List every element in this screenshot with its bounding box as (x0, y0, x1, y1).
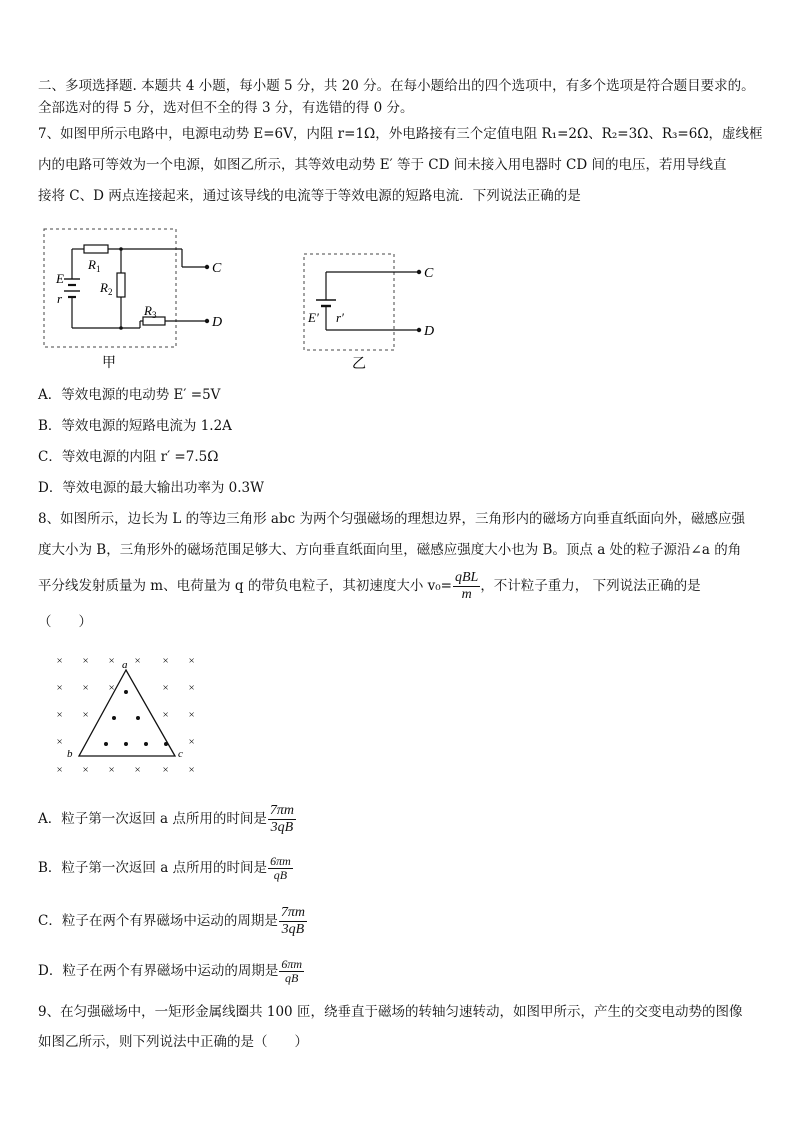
label-e: E (56, 271, 64, 286)
field-into-page-mark: × (108, 655, 115, 667)
field-into-page-mark: × (134, 655, 141, 667)
q8-option-c: C．粒子在两个有界磁场中运动的周期是 $\frac{7\pi m}{3qB}$ (38, 905, 305, 937)
vertex-b-label: b (67, 748, 73, 760)
field-into-page-mark: × (56, 655, 63, 667)
field-into-page-mark: × (56, 709, 63, 721)
field-into-page-mark: × (82, 682, 89, 694)
field-into-page-mark: × (108, 764, 115, 776)
label-d-equivalent: D (424, 324, 435, 339)
section-title-line-2: 全部选对的得 5 分，选对但不全的得 3 分，有选错的得 0 分。 (38, 100, 414, 116)
field-into-page-mark: × (162, 764, 169, 776)
q8-stem-line-3-tail: ，不计粒子重力， 下列说法正确的是 (480, 578, 701, 594)
resistor-r1 (84, 245, 108, 253)
q8-option-b: B．粒子第一次返回 a 点所用的时间是 $\frac{6\pi m}{qB}$ (38, 854, 291, 882)
terminal-d-equivalent (417, 328, 421, 332)
q8-option-a: A．粒子第一次返回 a 点所用的时间是 $\frac{7\pi m}{3qB}$ (38, 803, 295, 835)
terminal-d (205, 319, 209, 323)
field-into-page-mark: × (134, 764, 141, 776)
q8-answer-paren: （ ） (38, 614, 92, 630)
q8-option-c-fraction: $\frac{7\pi m}{3qB}$ (280, 905, 305, 937)
v0-fraction: $\frac{\text{qBL}}{m}$ (454, 570, 479, 602)
q8-stem-line-1: 8、如图所示，边长为 L 的等边三角形 abc 为两个匀强磁场的理想边界，三角形内的磁场方向垂直纸面向外，磁感应强 (38, 511, 745, 527)
field-out-of-page-dot (112, 716, 116, 720)
q8-option-d-fraction: $\frac{6\pi m}{qB}$ (281, 957, 303, 985)
caption-jia: 甲 (102, 356, 116, 371)
section-title-line-1: 二、多项选择题. 本题共 4 小题，每小题 5 分，共 20 分。在每小题给出的四个选项中，有多个选项是符合题目要求的。 (38, 78, 755, 94)
field-out-of-page-dot (136, 716, 140, 720)
label-r2: $R_2$ (100, 280, 113, 297)
label-r1: $R_1$ (88, 257, 101, 274)
field-into-page-mark: × (162, 682, 169, 694)
field-into-page-mark: × (188, 682, 195, 694)
q9-stem-line-2: 如图乙所示，则下列说法中正确的是（ ） (38, 1034, 308, 1050)
field-into-page-mark: × (188, 736, 195, 748)
q8-option-d: D．粒子在两个有界磁场中运动的周期是 $\frac{6\pi m}{qB}$ (38, 957, 303, 985)
q7-option-d: D．等效电源的最大输出功率为 0.3W (38, 480, 264, 496)
field-into-page-mark: × (82, 709, 89, 721)
q7-option-a: A．等效电源的电动势 E′ =5V (38, 387, 221, 403)
q7-stem-line-3: 接将 C、D 两点连接起来，通过该导线的电流等于等效电源的短路电流．下列说法正确的是 (38, 188, 581, 204)
field-into-page-mark: × (188, 655, 195, 667)
q8-triangle-field-figure (50, 650, 210, 775)
field-into-page-mark: × (56, 764, 63, 776)
field-out-of-page-dot (164, 742, 168, 746)
q7-circuit-figure-jia (40, 225, 240, 375)
field-into-page-mark: × (56, 736, 63, 748)
q8-stem-line-3-text: 平分线发射质量为 m、电荷量为 q 的带负电粒子，其初速度大小 v₀= (38, 578, 452, 594)
q7-circuit-figure-yi (300, 250, 460, 380)
q7-option-b: B．等效电源的短路电流为 1.2A (38, 418, 232, 434)
field-into-page-mark: × (188, 764, 195, 776)
field-out-of-page-dot (144, 742, 148, 746)
q8-stem-line-3 (38, 570, 701, 603)
q8-stem-line-2: 度大小为 B，三角形外的磁场范围足够大、方向垂直纸面向里，磁感应强度大小也为 B。顶点 a 处的粒子源沿∠a 的角 (38, 542, 742, 558)
label-r3: $R_3$ (144, 303, 157, 320)
field-out-of-page-dot (104, 742, 108, 746)
field-into-page-mark: × (108, 682, 115, 694)
field-out-of-page-dot (124, 690, 128, 694)
vertex-a-label: a (122, 659, 128, 671)
label-e-prime: E′ (308, 310, 319, 325)
label-r: r (57, 291, 63, 306)
field-out-of-page-dot (124, 742, 128, 746)
field-into-page-mark: × (82, 655, 89, 667)
caption-yi: 乙 (352, 357, 366, 372)
field-into-page-mark: × (162, 655, 169, 667)
resistor-r2 (117, 273, 125, 297)
vertex-c-label: c (178, 748, 183, 760)
terminal-c-equivalent (417, 270, 421, 274)
field-into-page-mark: × (162, 709, 169, 721)
q7-option-c: C．等效电源的内阻 r′ =7.5Ω (38, 449, 219, 465)
q7-stem-line-2: 内的电路可等效为一个电源，如图乙所示，其等效电动势 E′ 等于 CD 间未接入用电器时 CD 间的电压，若用导线直 (38, 157, 727, 173)
terminal-c (205, 265, 209, 269)
q8-option-b-fraction: $\frac{6\pi m}{qB}$ (270, 854, 291, 882)
q8-option-a-fraction: $\frac{7\pi m}{3qB}$ (269, 803, 295, 835)
field-into-page-mark: × (82, 764, 89, 776)
label-c: C (212, 261, 222, 276)
q7-stem-line-1: 7、如图甲所示电路中，电源电动势 E=6V，内阻 r=1Ω，外电路接有三个定值电阻 R₁=2Ω、R₂=3Ω、R₃=6Ω，虚线框 (38, 126, 763, 142)
field-into-page-mark: × (56, 682, 63, 694)
label-c-equivalent: C (424, 266, 434, 281)
label-r-prime: r′ (336, 310, 344, 325)
label-d: D (212, 315, 223, 330)
field-into-page-mark: × (188, 709, 195, 721)
q9-stem-line-1: 9、在匀强磁场中，一矩形金属线圈共 100 匝，绕垂直于磁场的转轴匀速转动，如图甲所示，产生的交变电动势的图像 (38, 1004, 743, 1020)
